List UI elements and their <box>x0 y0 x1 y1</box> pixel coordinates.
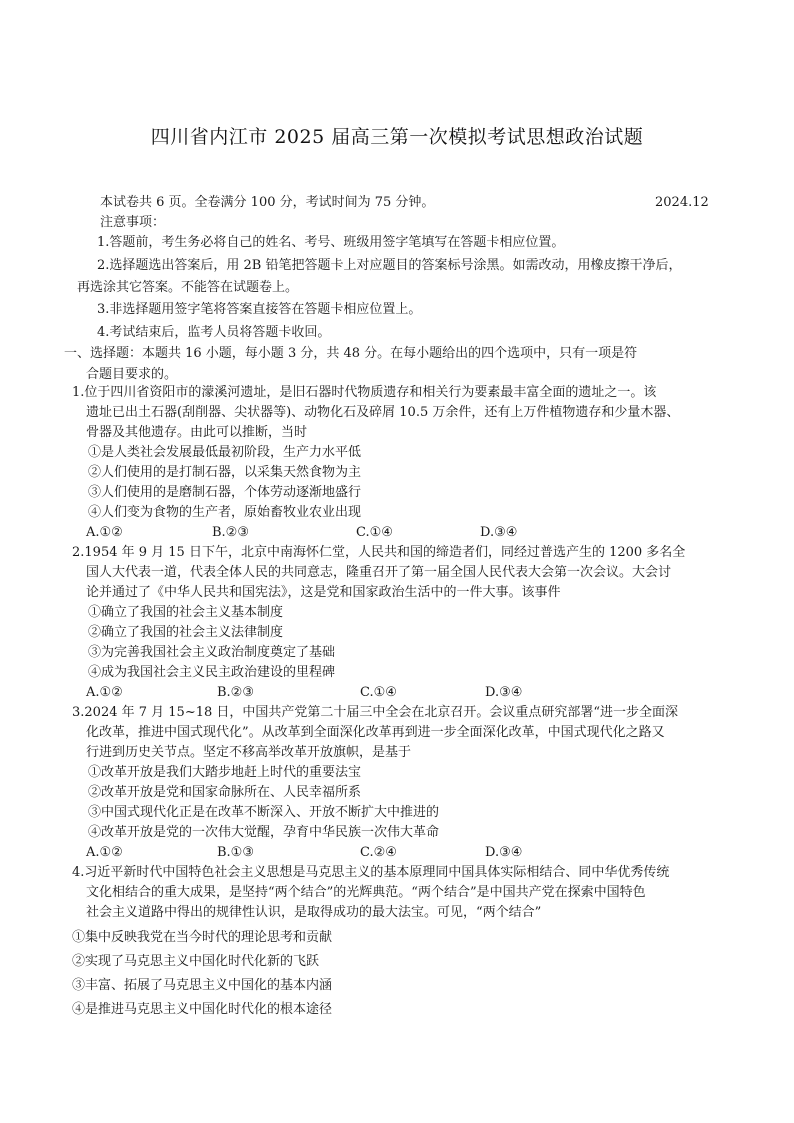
statement: ④人们变为食物的生产者，原始畜牧业农业出现 <box>88 505 362 520</box>
notice-item: 4.考试结束后，监考人员将答题卡收回。 <box>97 325 331 340</box>
statement: ③丰富、拓展了马克思主义中国化的基本内涵 <box>72 978 333 993</box>
statement: ①是人类社会发展最低最初阶段，生产力水平低 <box>88 445 362 460</box>
section-heading: 合题目要求的。 <box>86 367 178 382</box>
option-d: D.③④ <box>485 845 523 860</box>
option-d: D.③④ <box>480 525 518 540</box>
section-heading: 一、选择题：本题共 16 小题，每小题 3 分，共 48 分。在每小题给出的四个选项中，只有一项是符 <box>64 346 638 361</box>
question-stem: 4.习近平新时代中国特色社会主义思想是马克思主义的基本原理同中国具体实际相结合、同中华优秀传统 <box>72 865 670 880</box>
statement: ②确立了我国的社会主义法律制度 <box>88 625 284 640</box>
notice-item: 1.答题前，考生务必将自己的姓名、考号、班级用签字笔填写在答题卡相应位置。 <box>97 235 565 250</box>
question-stem: 社会主义道路中得出的规律性认识，是取得成功的最大法宝。可见，“两个结合” <box>86 905 542 920</box>
statement: ②实现了马克思主义中国化时代化新的飞跃 <box>72 954 320 969</box>
option-b: B.②③ <box>217 685 254 700</box>
option-a: A.①② <box>86 685 123 700</box>
question-stem: 3.2024 年 7 月 15~18 日，中国共产党第二十届三中全会在北京召开。会议重点研究部署“进一步全面深 <box>72 705 679 720</box>
question-stem: 化改革，推进中国式现代化”。从改革到全面深化改革再到进一步全面深化改革，中国式现代化之路又 <box>86 725 665 740</box>
question-stem: 论并通过了《中华人民共和国宪法》，这是党和国家政治生活中的一件大事。该事件 <box>86 585 561 600</box>
question-stem: 国人大代表一道，代表全体人民的共同意志，隆重召开了第一届全国人民代表大会第一次会议。大会讨 <box>86 565 672 580</box>
question-stem: 遗址已出土石器(刮削器、尖状器等)、动物化石及碎屑 10.5 万余件，还有上万件植物遗存和少量木器、 <box>86 405 680 420</box>
option-b: B.②③ <box>212 525 249 540</box>
statement: ②人们使用的是打制石器，以采集天然食物为主 <box>88 465 362 480</box>
statement: ④是推进马克思主义中国化时代化的根本途径 <box>72 1002 333 1017</box>
notice-item: 3.非选择题用签字笔将答案直接答在答题卡相应位置上。 <box>97 302 422 317</box>
question-stem: 2.1954 年 9 月 15 日下午，北京中南海怀仁堂，人民共和国的缔造者们，同经过普选产生的 1200 多名全 <box>72 545 686 560</box>
statement: ①改革开放是我们大踏步地赶上时代的重要法宝 <box>88 765 362 780</box>
option-a: A.①② <box>86 845 123 860</box>
statement: ③为完善我国社会主义政治制度奠定了基础 <box>88 645 336 660</box>
notice-heading: 注意事项： <box>100 215 166 230</box>
statement: ③中国式现代化正是在改革不断深入、开放不断扩大中推进的 <box>88 805 440 820</box>
option-c: C.①④ <box>360 685 397 700</box>
question-stem: 骨器及其他遗存。由此可以推断，当时 <box>86 425 308 440</box>
question-stem: 文化相结合的重大成果，是坚持“两个结合”的光辉典范。“两个结合”是中国共产党在探索中国特色 <box>86 885 646 900</box>
option-b: B.①③ <box>217 845 254 860</box>
notice-item: 2.选择题选出答案后，用 2B 铅笔把答题卡上对应题目的答案标号涂黑。如需改动，用橡皮擦干净后， <box>97 258 682 273</box>
statement: ①集中反映我党在当今时代的理论思考和贡献 <box>72 930 333 945</box>
statement: ①确立了我国的社会主义基本制度 <box>88 605 284 620</box>
question-stem: 1.位于四川省资阳市的濛溪河遗址，是旧石器时代物质遗存和相关行为要素最丰富全面的遗址之一。该 <box>72 385 657 400</box>
statement: ③人们使用的是磨制石器，个体劳动逐渐地盛行 <box>88 485 362 500</box>
statement: ④成为我国社会主义民主政治建设的里程碑 <box>88 665 336 680</box>
exam-date: 2024.12 <box>655 195 709 210</box>
option-c: C.②④ <box>360 845 397 860</box>
exam-info: 本试卷共 6 页。全卷满分 100 分，考试时间为 75 分钟。 <box>100 195 435 210</box>
option-a: A.①② <box>86 525 123 540</box>
notice-item: 再选涂其它答案。不能答在试题卷上。 <box>77 280 299 295</box>
statement: ④改革开放是党的一次伟大觉醒，孕育中华民族一次伟大革命 <box>88 825 440 840</box>
question-stem: 行进到历史关节点。坚定不移高举改革开放旗帜，是基于 <box>86 745 412 760</box>
option-d: D.③④ <box>485 685 523 700</box>
option-c: C.①④ <box>356 525 393 540</box>
page-title: 四川省内江市 2025 届高三第一次模拟考试思想政治试题 <box>150 126 644 148</box>
statement: ②改革开放是党和国家命脉所在、人民幸福所系 <box>88 785 362 800</box>
